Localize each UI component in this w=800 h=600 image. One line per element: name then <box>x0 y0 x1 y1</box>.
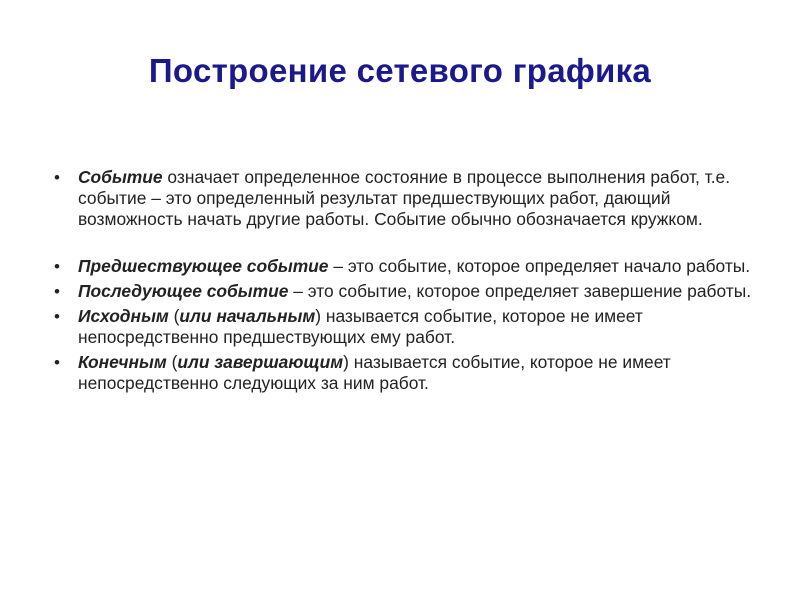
bullet-dot: • <box>54 307 60 326</box>
bullet-list <box>54 167 754 394</box>
bullet-dot: • <box>54 257 60 276</box>
bullet-term-alt: или завершающим <box>177 352 344 372</box>
bullet-paren-open: ( <box>166 352 178 372</box>
bullet-term: Последующее событие <box>78 281 289 301</box>
bullet-term: Конечным <box>78 352 167 372</box>
bullet-item-initial-event <box>54 306 754 348</box>
bullet-paren-open: ( <box>168 306 180 326</box>
bullet-dot: • <box>54 168 60 187</box>
bullet-paren-close: ) <box>343 352 349 372</box>
slide-title: Построение сетевого графика <box>148 52 652 89</box>
bullet-text: – это событие, которое определяет завершение работы. <box>288 281 752 301</box>
bullet-term: Исходным <box>78 306 169 326</box>
bullet-text: означает определенное состояние в процессе выполнения работ, т.е. событие – это определенный результат предшествующих работ, дающий возможность начать другие работы. Событие обычно обозначается кружком. <box>78 167 731 229</box>
bullet-term: Событие <box>78 167 163 187</box>
bullet-dot: • <box>54 282 60 301</box>
bullet-term: Предшествующее событие <box>78 256 329 276</box>
bullet-item-preceding-event <box>54 256 754 277</box>
bullet-text: – это событие, которое определяет начало работы. <box>328 256 751 276</box>
bullet-item-event <box>54 167 754 230</box>
bullet-item-final-event <box>54 352 754 394</box>
bullet-term-alt: или начальным <box>179 306 316 326</box>
bullet-paren-close: ) <box>315 306 322 326</box>
bullet-text: называется событие, которое не имеет непосредственно предшествующих ему работ. <box>78 306 643 347</box>
bullet-text: называется событие, которое не имеет непосредственно следующих за ним работ. <box>78 352 671 393</box>
bullet-item-following-event <box>54 281 754 302</box>
bullet-dot: • <box>54 353 60 372</box>
